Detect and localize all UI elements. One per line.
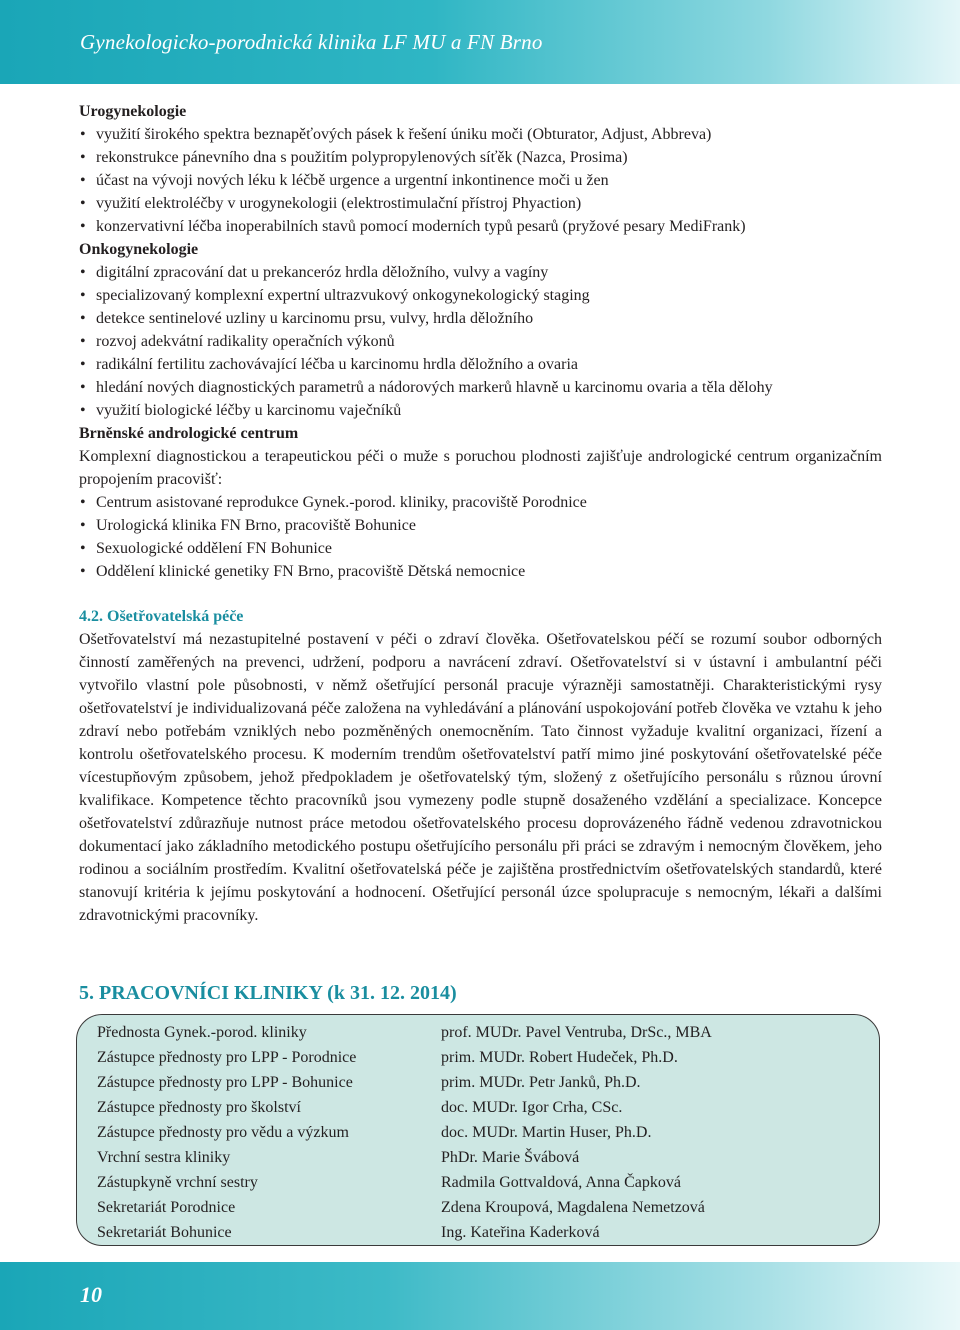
staff-role: Sekretariát Bohunice: [97, 1223, 232, 1241]
list-item: • digitální zpracování dat u prekanceróz hrdla děložního, vulvy a vagíny: [79, 261, 882, 284]
urogynecology-heading: Urogynekologie: [79, 103, 187, 120]
list-item: • využití elektroléčby v urogynekologii (elektrostimulační přístroj Phyaction): [79, 192, 882, 215]
staff-role: Zástupce přednosty pro LPP - Porodnice: [97, 1048, 357, 1066]
list-item: • konzervativní léčba inoperabilních stavů pomocí moderních typů pesarů (pryžové pesary MediFrank): [79, 215, 882, 238]
table-row: [97, 1220, 712, 1245]
table-row: [97, 1070, 712, 1095]
staff-role: Přednosta Gynek.-porod. kliniky: [97, 1023, 307, 1041]
list-item: • využití biologické léčby u karcinomu vaječníků: [79, 399, 882, 422]
urogynecology-list: [79, 123, 882, 238]
list-item: • radikální fertilitu zachovávající léčba u karcinomu hrdla děložního a ovaria: [79, 353, 882, 376]
staff-person: doc. MUDr. Igor Crha, CSc.: [441, 1098, 623, 1116]
table-row: [97, 1195, 712, 1220]
header-band: [0, 0, 960, 84]
list-item: • hledání nových diagnostických parametrů a nádorových markerů hlavně u karcinomu ovaria a těla dělohy: [79, 376, 882, 399]
staff-person: PhDr. Marie Švábová: [441, 1148, 580, 1166]
list-item: • Sexuologické oddělení FN Bohunice: [79, 537, 882, 560]
oncogynecology-heading: Onkogynekologie: [79, 241, 199, 258]
list-item: • Oddělení klinické genetiky FN Brno, pracoviště Dětská nemocnice: [79, 560, 882, 583]
list-item: • rozvoj adekvátní radikality operačních výkonů: [79, 330, 882, 353]
nursing-care-paragraph: Ošetřovatelství má nezastupitelné postavení v péči o zdraví člověka. Ošetřovatelskou péčí se rozumí soubor odborných činností zaměřených na prevenci, udržení, podporu a navrácení zdraví. Ošetřovatelství si v ústavní i ambulantní péči vytvořilo vlastní pole působnosti, v němž ošetřující personál pracuje výrazněji samostatněji. Charakteristickými rysy ošetřovatelství je individualizovaná péče založena na vyhledávání a plánování uspokojování potřeb člověka ve vztahu k jeho zdraví nebo potřebám vzniklých nebo pozměněných onemocněním. Tato činnost vyžaduje kvalitní organizaci, řízení a kontrolu ošetřovatelského procesu. K moderním trendům ošetřovatelství patří mimo jiné poskytování ošetřovatelské péče vícestupňovým způsobem, jehož předpokladem je ošetřovatelský tým, složený z ošetřujícího personálu s různou úrovní kvalifikace. Kompetence těchto pracovníků jsou vymezeny podle stupně dosaženého vzdělání a specializace. Koncepce ošetřovatelství zdůrazňuje nutnost práce metodou ošetřovatelského procesu doprovázeného řádně vedenou zdravotnickou dokumentací jako základního metodického postupu ošetřujícího personálu při práci se zdravým i nemocným člověkem, jeho rodinou a sociálním prostředím. Kvalitní ošetřovatelská péče je zajištěna prostřednictvím ošetřovatelských standardů, které stanovují kritéria k jejímu poskytování a hodnocení. Ošetřující personál úzce spolupracuje s nemocným, lékaři a dalšími zdravotnickými pracovníky.: [79, 631, 882, 924]
page-number: 10: [80, 1282, 102, 1307]
staff-role: Zástupkyně vrchní sestry: [97, 1173, 258, 1191]
staff-person: prof. MUDr. Pavel Ventruba, DrSc., MBA: [441, 1023, 712, 1041]
running-header-title: Gynekologicko-porodnická klinika LF MU a FN Brno: [80, 30, 543, 54]
staff-person: Ing. Kateřina Kaderková: [441, 1223, 600, 1241]
page-content: [79, 100, 882, 927]
table-row: [97, 1145, 712, 1170]
table-row: [97, 1045, 712, 1070]
staff-person: prim. MUDr. Robert Hudeček, Ph.D.: [441, 1048, 678, 1066]
staff-person: Zdena Kroupová, Magdalena Nemetzová: [441, 1198, 705, 1216]
list-item: • detekce sentinelové uzliny u karcinomu prsu, vulvy, hrdla děložního: [79, 307, 882, 330]
list-item: • rekonstrukce pánevního dna s použitím polypropylenových síťěk (Nazca, Prosima): [79, 146, 882, 169]
table-row: [97, 1095, 712, 1120]
table-row: [97, 1170, 712, 1195]
oncogynecology-list: [79, 261, 882, 422]
staff-role: Vrchní sestra kliniky: [97, 1148, 231, 1166]
list-item: • Centrum asistované reprodukce Gynek.-porod. kliniky, pracoviště Porodnice: [79, 491, 882, 514]
staff-table: [97, 1020, 712, 1245]
list-item: • účast na vývoji nových léku k léčbě urgence a urgentní inkontinence moči u žen: [79, 169, 882, 192]
staff-person: prim. MUDr. Petr Janků, Ph.D.: [441, 1073, 641, 1091]
staff-person: doc. MUDr. Martin Huser, Ph.D.: [441, 1123, 652, 1141]
nursing-care-heading: 4.2. Ošetřovatelská péče: [79, 608, 244, 625]
table-row: [97, 1120, 712, 1145]
list-item: • Urologická klinika FN Brno, pracoviště Bohunice: [79, 514, 882, 537]
staff-role: Zástupce přednosty pro vědu a výzkum: [97, 1123, 349, 1141]
table-row: [97, 1020, 712, 1045]
staff-section-heading: 5. PRACOVNÍCI KLINIKY (k 31. 12. 2014): [79, 982, 457, 1004]
staff-role: Zástupce přednosty pro LPP - Bohunice: [97, 1073, 353, 1091]
andrology-heading: Brněnské andrologické centrum: [79, 425, 299, 442]
footer-band: [0, 1262, 960, 1330]
staff-box: [76, 1014, 880, 1246]
staff-person: Radmila Gottvaldová, Anna Čapková: [441, 1173, 681, 1191]
staff-role: Zástupce přednosty pro školství: [97, 1098, 301, 1116]
andrology-list: [79, 491, 882, 583]
andrology-intro: Komplexní diagnostickou a terapeutickou péči o muže s poruchou plodnosti zajišťuje andrologické centrum organizačním propojením pracovišť:: [79, 448, 882, 488]
list-item: • specializovaný komplexní expertní ultrazvukový onkogynekologický staging: [79, 284, 882, 307]
staff-role: Sekretariát Porodnice: [97, 1198, 236, 1216]
list-item: • využití širokého spektra beznapěťových pásek k řešení úniku moči (Obturator, Adjust, Abbreva): [79, 123, 882, 146]
